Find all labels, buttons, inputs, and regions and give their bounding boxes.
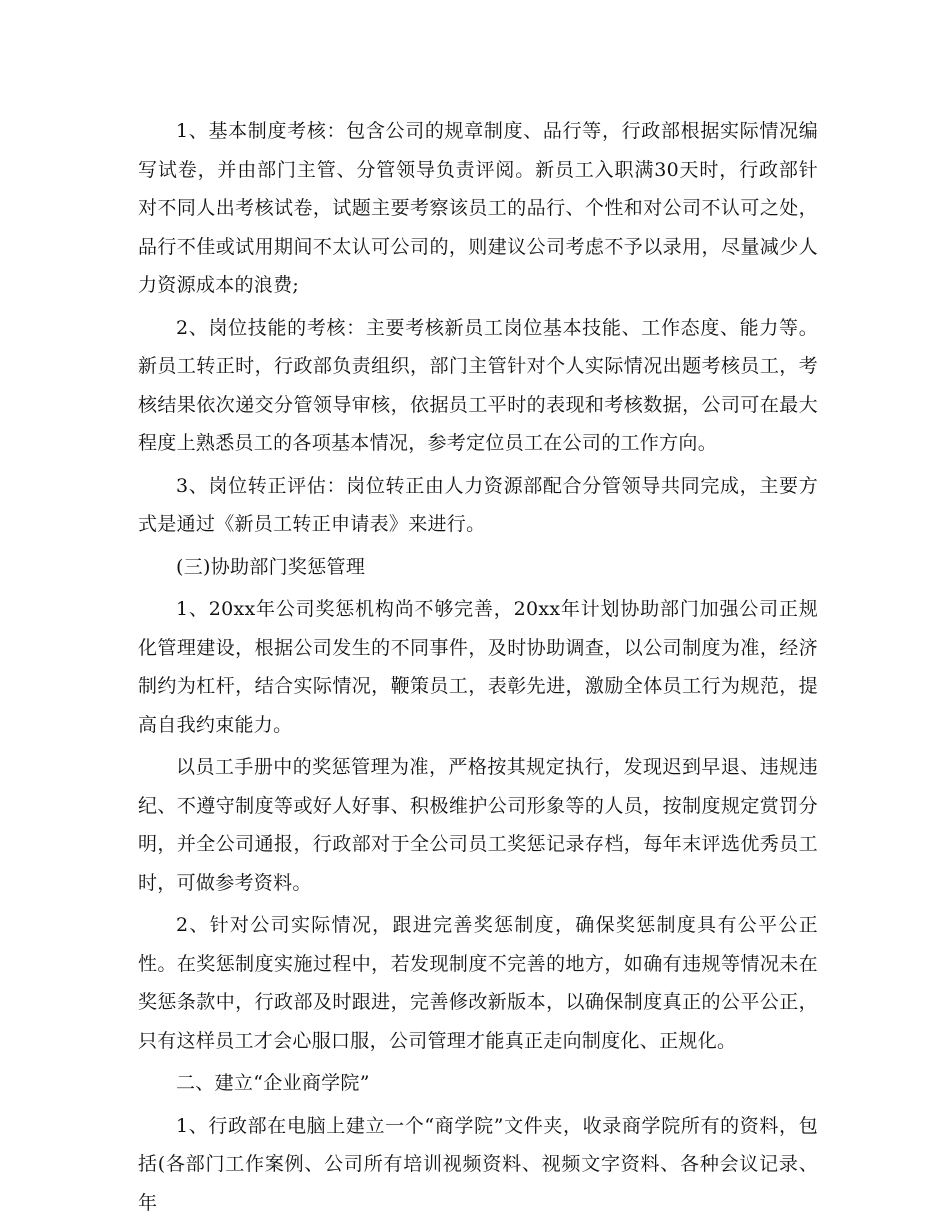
document-body — [138, 112, 818, 1226]
paragraph-business-school-folder: 1、行政部在电脑上建立一个“商学院”文件夹，收录商学院所有的资料，包括(各部门工作案例、公司所有培训视频资料、视频文字资料、各种会议记录、年 — [138, 1114, 818, 1214]
paragraph-rewards-plan: 1、20xx年公司奖惩机构尚不够完善，20xx年计划协助部门加强公司正规化管理建设，根据公司发生的不同事件，及时协助调查，以公司制度为准，经济制约为杠杆，结合实际情况，鞭策员工，表彰先进，激励全体员工行为规范，提高自我约束能力。 — [138, 598, 818, 736]
paragraph-employee-handbook: 以员工手册中的奖惩管理为准，严格按其规定执行，发现迟到早退、违规违纪、不遵守制度等或好人好事、积极维护公司形象等的人员，按制度规定赏罚分明，并全公司通报，行政部对于全公司员工奖惩记录存档，每年末评选优秀员工时，可做参考资料。 — [138, 756, 818, 894]
paragraph-basic-system-assessment: 1、基本制度考核：包含公司的规章制度、品行等，行政部根据实际情况编写试卷，并由部门主管、分管领导负责评阅。新员工入职满30天时，行政部针对不同人出考核试卷，试题主要考察该员工的品行、个性和对公司不认可之处，品行不佳或试用期间不太认可公司的，则建议公司考虑不予以录用，尽量减少人力资源成本的浪费; — [138, 120, 818, 296]
paragraph-regularization-evaluation: 3、岗位转正评估：岗位转正由人力资源部配合分管领导共同完成，主要方式是通过《新员工转正申请表》来进行。 — [138, 474, 818, 535]
section-heading-business-school: 二、建立“企业商学院” — [176, 1072, 370, 1094]
section-heading-rewards-penalties: (三)协助部门奖惩管理 — [176, 555, 366, 578]
paragraph-improve-system: 2、针对公司实际情况，跟进完善奖惩制度，确保奖惩制度具有公平公正性。在奖惩制度实施过程中，若发现制度不完善的地方，如确有违规等情况未在奖惩条款中，行政部及时跟进，完善修改新版本，以确保制度真正的公平公正，只有这样员工才会心服口服，公司管理才能真正走向制度化、正规化。 — [138, 914, 818, 1052]
paragraph-skill-assessment: 2、岗位技能的考核：主要考核新员工岗位基本技能、工作态度、能力等。新员工转正时，行政部负责组织，部门主管针对个人实际情况出题考核员工，考核结果依次递交分管领导审核，依据员工平时的表现和考核数据，公司可在最大程度上熟悉员工的各项基本情况，参考定位员工在公司的工作方向。 — [138, 316, 818, 454]
